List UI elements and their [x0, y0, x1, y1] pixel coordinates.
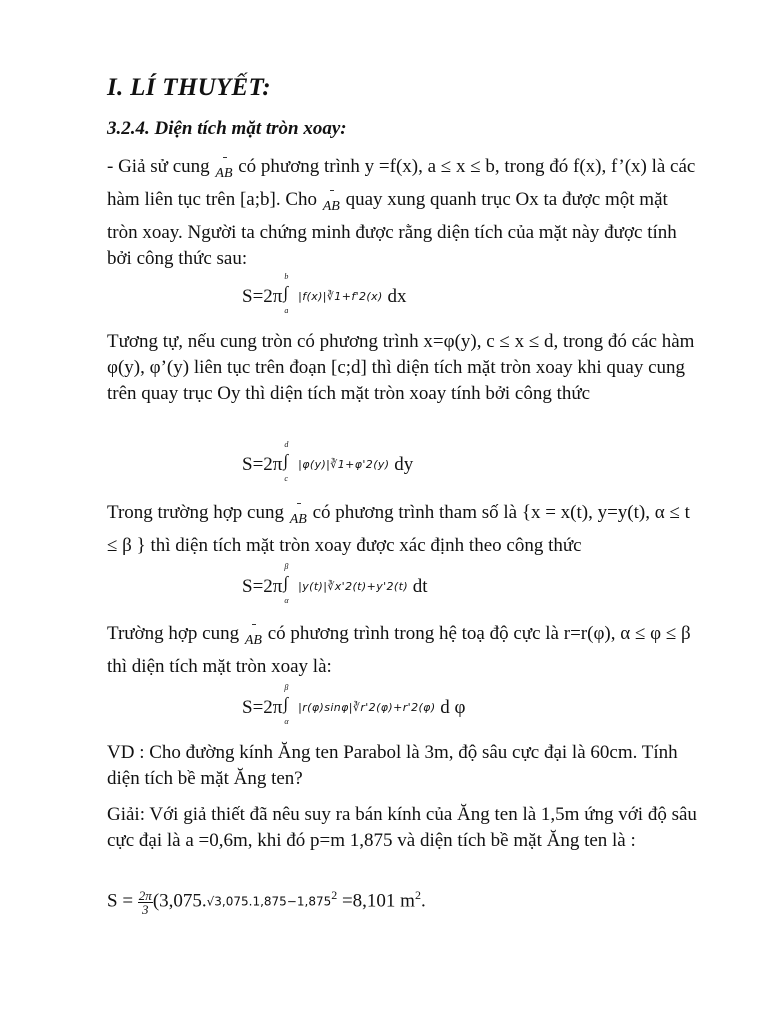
fraction-numerator: 2π	[138, 888, 152, 904]
upper-bound: b	[284, 272, 289, 281]
integrand: |r(φ)sinφ|∛r'2(φ)+r'2(φ)	[298, 701, 436, 714]
lower-bound: α	[284, 717, 289, 726]
p1-text-c: quay xung quanh trục Ox ta được một mặt tròn xoay. Người ta chứng minh được rằng diện tích của mặt này được tính bởi công thức sau:	[107, 189, 677, 269]
lower-bound: α	[284, 596, 289, 605]
paragraph-polar	[107, 621, 702, 680]
final-open: (3,075.	[152, 890, 207, 912]
paragraph-arc-function	[107, 154, 702, 272]
p3-text-a: Trong trường hợp cung	[107, 502, 284, 523]
section-heading: I. LÍ THUYẾT:	[107, 74, 271, 101]
p1-text-b: có phương trình y =f(x), a ≤ x ≤ b, trong đó f(x), f’(x) là các hàm liên tục trên [a;b]. Cho	[107, 156, 696, 210]
integrand: |f(x)|∛1+f'2(x)	[298, 290, 383, 303]
formula-surface-parametric	[242, 562, 428, 605]
paragraph-solution: Giải: Với giả thiết đã nêu suy ra bán kính của Ăng ten là 1,5m ứng với độ sâu cực đại là a =0,6m, khi đó p=m 1,875 và diện tích bề mặt Ăng ten là :	[107, 804, 697, 851]
sqrt-expression: √3,075.1,875−1,875	[206, 894, 332, 909]
fraction	[138, 889, 153, 916]
formula-prefix: S=2π	[242, 286, 283, 307]
final-rhs: =8,101 m	[341, 890, 415, 912]
paragraph-example: VD : Cho đường kính Ăng ten Parabol là 3m, độ sâu cực đại là 60cm. Tính diện tích bề mặt Ăng ten?	[107, 742, 678, 789]
integrand: |φ(y)|∛1+φ'2(y)	[298, 458, 390, 471]
sqrt-exponent: 2	[331, 888, 338, 902]
integrand: |y(t)|∛x'2(t)+y'2(t)	[298, 580, 409, 593]
final-period: .	[420, 890, 426, 912]
unit-exponent: 2	[414, 888, 421, 902]
formula-surface-ox	[242, 272, 407, 315]
lower-bound: a	[284, 306, 289, 315]
arc-ab-symbol: AB	[214, 161, 233, 187]
differential: d φ	[440, 697, 466, 718]
final-lhs: S =	[107, 890, 134, 912]
arc-ab-symbol: AB	[322, 194, 341, 220]
subsection-heading: 3.2.4. Diện tích mặt tròn xoay:	[107, 118, 347, 139]
p1-text-a: - Giả sử cung	[107, 156, 210, 177]
formula-prefix: S=2π	[242, 576, 283, 597]
integral-sign: d ∫ c	[283, 440, 289, 483]
integral-sign: b ∫ a	[283, 272, 289, 315]
differential: dt	[412, 576, 428, 597]
p4-text-a: Trường hợp cung	[107, 623, 240, 644]
upper-bound: d	[284, 440, 289, 449]
arc-ab-symbol: AB	[289, 507, 308, 533]
integral-sign: β ∫ α	[283, 562, 289, 605]
p3-text-b: có phương trình tham số là {x = x(t), y=y(t), α ≤ t ≤ β } thì diện tích mặt tròn xoay được xác định theo công thức	[107, 502, 690, 556]
p4-text-b: có phương trình trong hệ toạ độ cực là r=r(φ), α ≤ φ ≤ β thì diện tích mặt tròn xoay là:	[107, 623, 691, 677]
differential: dx	[387, 286, 407, 307]
lower-bound: c	[284, 474, 288, 483]
differential: dy	[394, 454, 414, 475]
formula-final-result	[107, 888, 426, 916]
paragraph-parametric	[107, 500, 702, 559]
upper-bound: β	[284, 562, 289, 571]
formula-prefix: S=2π	[242, 697, 283, 718]
upper-bound: β	[284, 683, 289, 692]
formula-surface-oy	[242, 440, 414, 483]
fraction-denominator: 3	[142, 902, 149, 918]
formula-prefix: S=2π	[242, 454, 283, 475]
formula-surface-polar	[242, 683, 466, 726]
arc-ab-symbol: AB	[244, 628, 263, 654]
integral-sign: β ∫ α	[283, 683, 289, 726]
paragraph-curve-oy: Tương tự, nếu cung tròn có phương trình x=φ(y), c ≤ x ≤ d, trong đó các hàm φ(y), φ’(y) liên tục trên đoạn [c;d] thì diện tích mặt tròn xoay khi quay cung trên quay trục Oy thì diện tích mặt tròn xoay tính bởi công thức	[107, 331, 695, 404]
